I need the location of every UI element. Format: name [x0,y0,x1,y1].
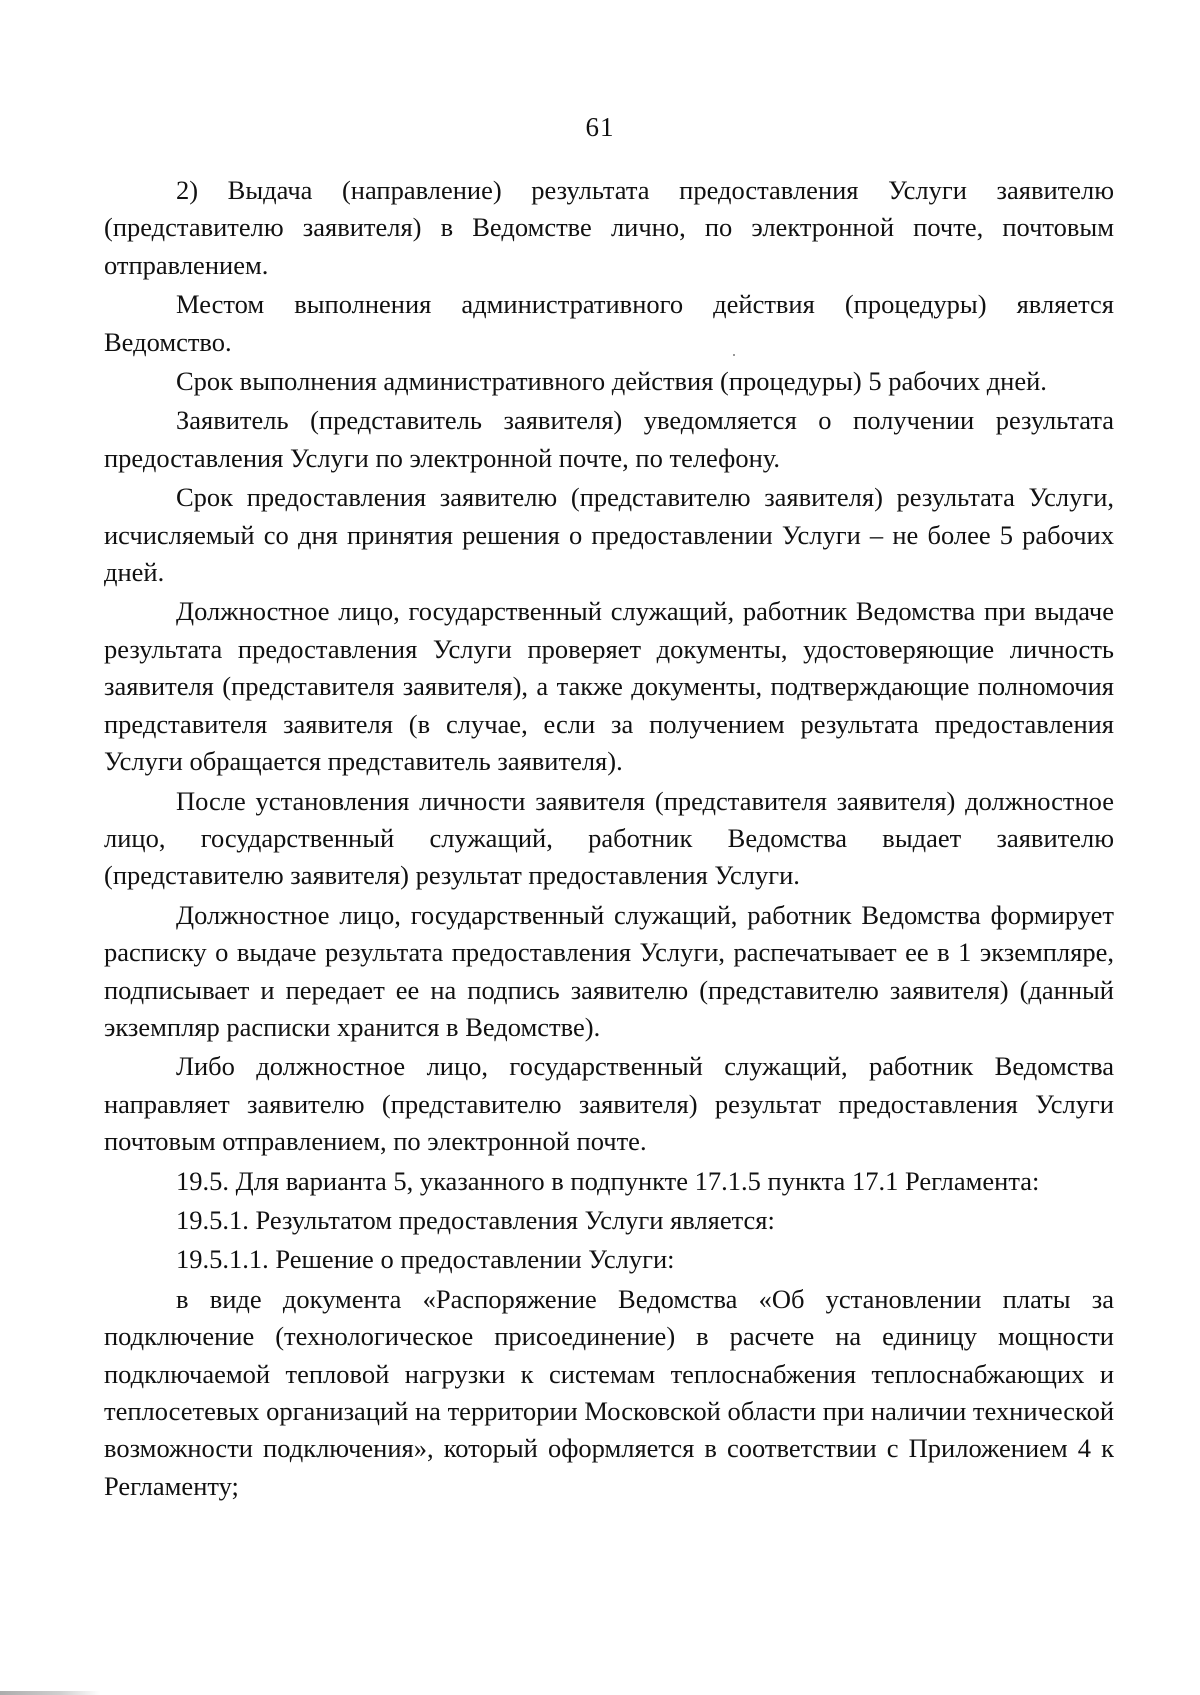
paragraph-identity-check: Должностное лицо, государственный служащий, работник Ведомства при выдаче результата предоставления Услуги проверяет документы, удостоверяющие личность заявителя (представителя заявителя), а также документы, подтверждающие полномочия представителя заявителя (в случае, если за получением результата предоставления Услуги обращается представитель заявителя). [104,596,1114,777]
paragraph-order-document: в виде документа «Распоряжение Ведомства «Об установлении платы за подключение (технологическое присоединение) в расчете на единицу мощности подключаемой тепловой нагрузки к системам теплоснабжения теплоснабжающих и теплосетевых организаций на территории Московской области при наличии технической возможности подключения», который оформляется в соответствии с Приложением 4 к Регламенту; [104,1283,1114,1501]
paragraph-receipt-formation: Должностное лицо, государственный служащий, работник Ведомства формирует расписку о выдаче результата предоставления Услуги, распечатывает ее в 1 экземпляре, подписывает и передает ее на подпись заявителю (представителю заявителя) (данный экземпляр расписки хранится в Ведомстве). [104,899,1114,1042]
paragraph-section-19-5-1: 19.5.1. Результатом предоставления Услуги является: [176,1204,775,1235]
paragraph-action-term: Срок выполнения административного действия (процедуры) 5 рабочих дней. [176,366,1047,397]
paragraph-result-delivery-term: Срок предоставления заявителю (представителю заявителя) результата Услуги, исчисляемый со дня принятия решения о предоставлении Услуги – не более 5 рабочих дней. [104,482,1114,588]
document-body [104,172,1114,1505]
paragraph-applicant-notification: Заявитель (представитель заявителя) уведомляется о получении результата предоставления Услуги по электронной почте, по телефону. [104,405,1114,473]
scan-edge-mark [0,1691,100,1695]
page-number: 61 [585,112,615,142]
paragraph-result-handover: После установления личности заявителя (представителя заявителя) должностное лицо, государственный служащий, работник Ведомства выдает заявителю (представителю заявителя) результат предоставления Услуги. [104,785,1114,891]
paragraph-section-19-5: 19.5. Для варианта 5, указанного в подпункте 17.1.5 пункта 17.1 Регламента: [176,1165,1040,1196]
paragraph-section-19-5-1-1: 19.5.1.1. Решение о предоставлении Услуги: [176,1244,675,1275]
paragraph-postal-delivery: Либо должностное лицо, государственный служащий, работник Ведомства направляет заявителю (представителю заявителя) результат предоставления Услуги почтовым отправлением, по электронной почте. [104,1051,1114,1157]
scan-speck [733,354,735,356]
paragraph-result-issuance: 2) Выдача (направление) результата предоставления Услуги заявителю (представителю заявителя) в Ведомстве лично, по электронной почте, почтовым отправлением. [104,175,1114,280]
paragraph-place-of-action: Местом выполнения административного действия (процедуры) является Ведомство. [104,289,1114,357]
